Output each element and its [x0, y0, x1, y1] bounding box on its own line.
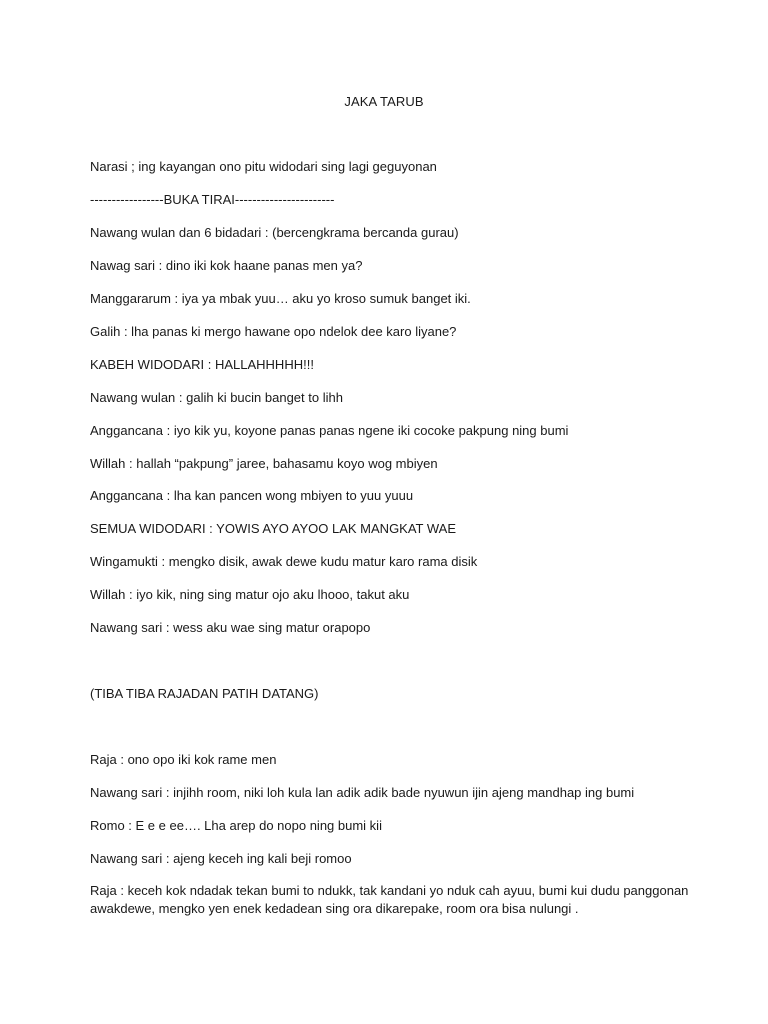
script-line: Galih : lha panas ki mergo hawane opo ndelok dee karo liyane?: [90, 324, 457, 339]
script-line: Nawang sari : ajeng keceh ing kali beji romoo: [90, 851, 352, 866]
stage-direction: (TIBA TIBA RAJADAN PATIH DATANG): [90, 686, 319, 701]
script-line: Willah : hallah “pakpung” jaree, bahasamu koyo wog mbiyen: [90, 456, 438, 471]
script-line: Willah : iyo kik, ning sing matur ojo aku lhooo, takut aku: [90, 587, 410, 602]
script-line: Romo : E e e ee…. Lha arep do nopo ning bumi kii: [90, 818, 382, 833]
script-line: Anggancana : iyo kik yu, koyone panas panas ngene iki cocoke pakpung ning bumi: [90, 423, 569, 438]
script-line: Nawang sari : injihh room, niki loh kula lan adik adik bade nyuwun ijin ajeng mandhap ing bumi: [90, 785, 635, 800]
script-line: Anggancana : lha kan pancen wong mbiyen to yuu yuuu: [90, 488, 414, 503]
script-line: Raja : ono opo iki kok rame men: [90, 752, 277, 767]
script-line: Wingamukti : mengko disik, awak dewe kudu matur karo rama disik: [90, 554, 478, 569]
script-line: Nawag sari : dino iki kok haane panas men ya?: [90, 258, 363, 273]
document-title: JAKA TARUB: [344, 94, 424, 109]
script-line: Raja : keceh kok ndadak tekan bumi to ndukk, tak kandani yo nduk cah ayuu, bumi kui dudu panggonan awakdewe, mengko yen enek kedadean sing ora dikarepake, room ora bisa nulungi .: [90, 883, 689, 916]
script-line-buka-tirai: -----------------BUKA TIRAI-----------------------: [90, 192, 335, 207]
script-line: Nawang sari : wess aku wae sing matur orapopo: [90, 620, 371, 635]
script-line-narasi: Narasi ; ing kayangan ono pitu widodari sing lagi geguyonan: [90, 159, 437, 174]
script-line: KABEH WIDODARI : HALLAHHHHH!!!: [90, 357, 314, 372]
script-line: SEMUA WIDODARI : YOWIS AYO AYOO LAK MANGKAT WAE: [90, 521, 456, 536]
script-line: Nawang wulan : galih ki bucin banget to lihh: [90, 390, 343, 405]
script-line: Manggararum : iya ya mbak yuu… aku yo kroso sumuk banget iki.: [90, 291, 471, 306]
script-line: Nawang wulan dan 6 bidadari : (bercengkrama bercanda gurau): [90, 225, 459, 240]
